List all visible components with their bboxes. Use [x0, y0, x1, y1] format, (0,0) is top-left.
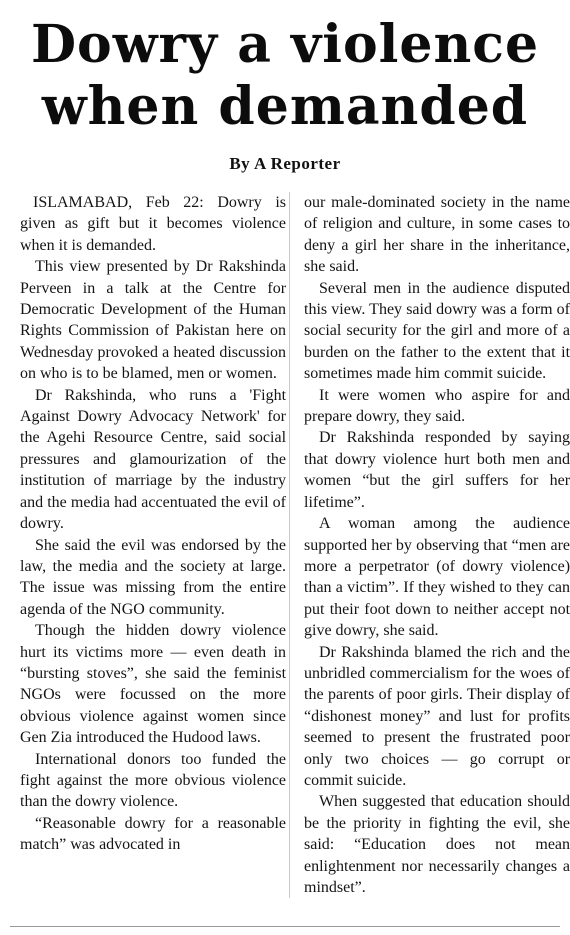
paragraph: A woman among the audience supported her by observing that “men are more a perpetrator (of dowry violence) than a victim”. If they wished to they can put their foot down to neither accept not give dowry, she said.	[304, 515, 570, 640]
right-column	[304, 192, 570, 898]
byline: By A Reporter	[229, 154, 341, 173]
paragraph: Dr Rakshinda, who runs a 'Fight Against Dowry Advocacy Network' for the Agehi Resource Centre, said social pressures and glamourization of the institution of marriage by the industry and the media had accentuated the evil of dowry.	[20, 386, 287, 533]
paragraph: When suggested that education should be the priority in fighting the evil, she said: “Education does not mean enlightenment nor necessarily changes a mindset”.	[304, 793, 570, 896]
headline	[0, 0, 570, 138]
paragraph: Though the hidden dowry violence hurt its victims more — even death in “bursting stoves”, she said the feminist NGOs were focussed on the more obvious violence against women since Gen Zia introduced the Hudood laws.	[20, 622, 287, 747]
headline-line-2: when demanded	[41, 76, 529, 137]
column-divider	[289, 192, 290, 898]
paragraph: It were women who aspire for and prepare dowry, they said.	[304, 386, 570, 426]
article-body	[0, 192, 570, 898]
paragraph: Several men in the audience disputed this view. They said dowry was a form of social security for the girl and more of a burden on the father to the extent that it sometimes made him commit suicide.	[304, 279, 570, 383]
left-column	[20, 192, 286, 898]
paragraph: She said the evil was endorsed by the law, the media and the society at large. The issue was missing from the entire agenda of the NGO community.	[20, 536, 287, 618]
paragraph: This view presented by Dr Rakshinda Perveen in a talk at the Centre for Democratic Development of the Human Rights Commission of Pakistan here on Wednesday provoked a heated discussion on who is to be blamed, men or women.	[20, 258, 287, 383]
paragraph: International donors too funded the fight against the more obvious violence than the dowry violence.	[20, 750, 287, 811]
bottom-rule	[10, 926, 560, 927]
paragraph: ISLAMABAD, Feb 22: Dowry is given as gift but it becomes violence when it is demanded.	[20, 194, 287, 254]
paragraph: “Reasonable dowry for a reasonable match” was advocated in	[20, 814, 287, 854]
headline-line-1: Dowry a violence	[30, 14, 540, 75]
paragraph: our male-dominated society in the name of religion and culture, in some cases to deny a girl her share in the inheritance, she said.	[304, 194, 570, 276]
paragraph: Dr Rakshinda blamed the rich and the unbridled commercialism for the woes of the parents of poor girls. Their display of “dishonest money” and lust for profits seemed to present the frustrated poor only two choices — go corrupt or commit suicide.	[304, 643, 570, 789]
paragraph: Dr Rakshinda responded by saying that dowry violence hurt both men and women “but the girl suffers for her lifetime”.	[304, 429, 570, 511]
